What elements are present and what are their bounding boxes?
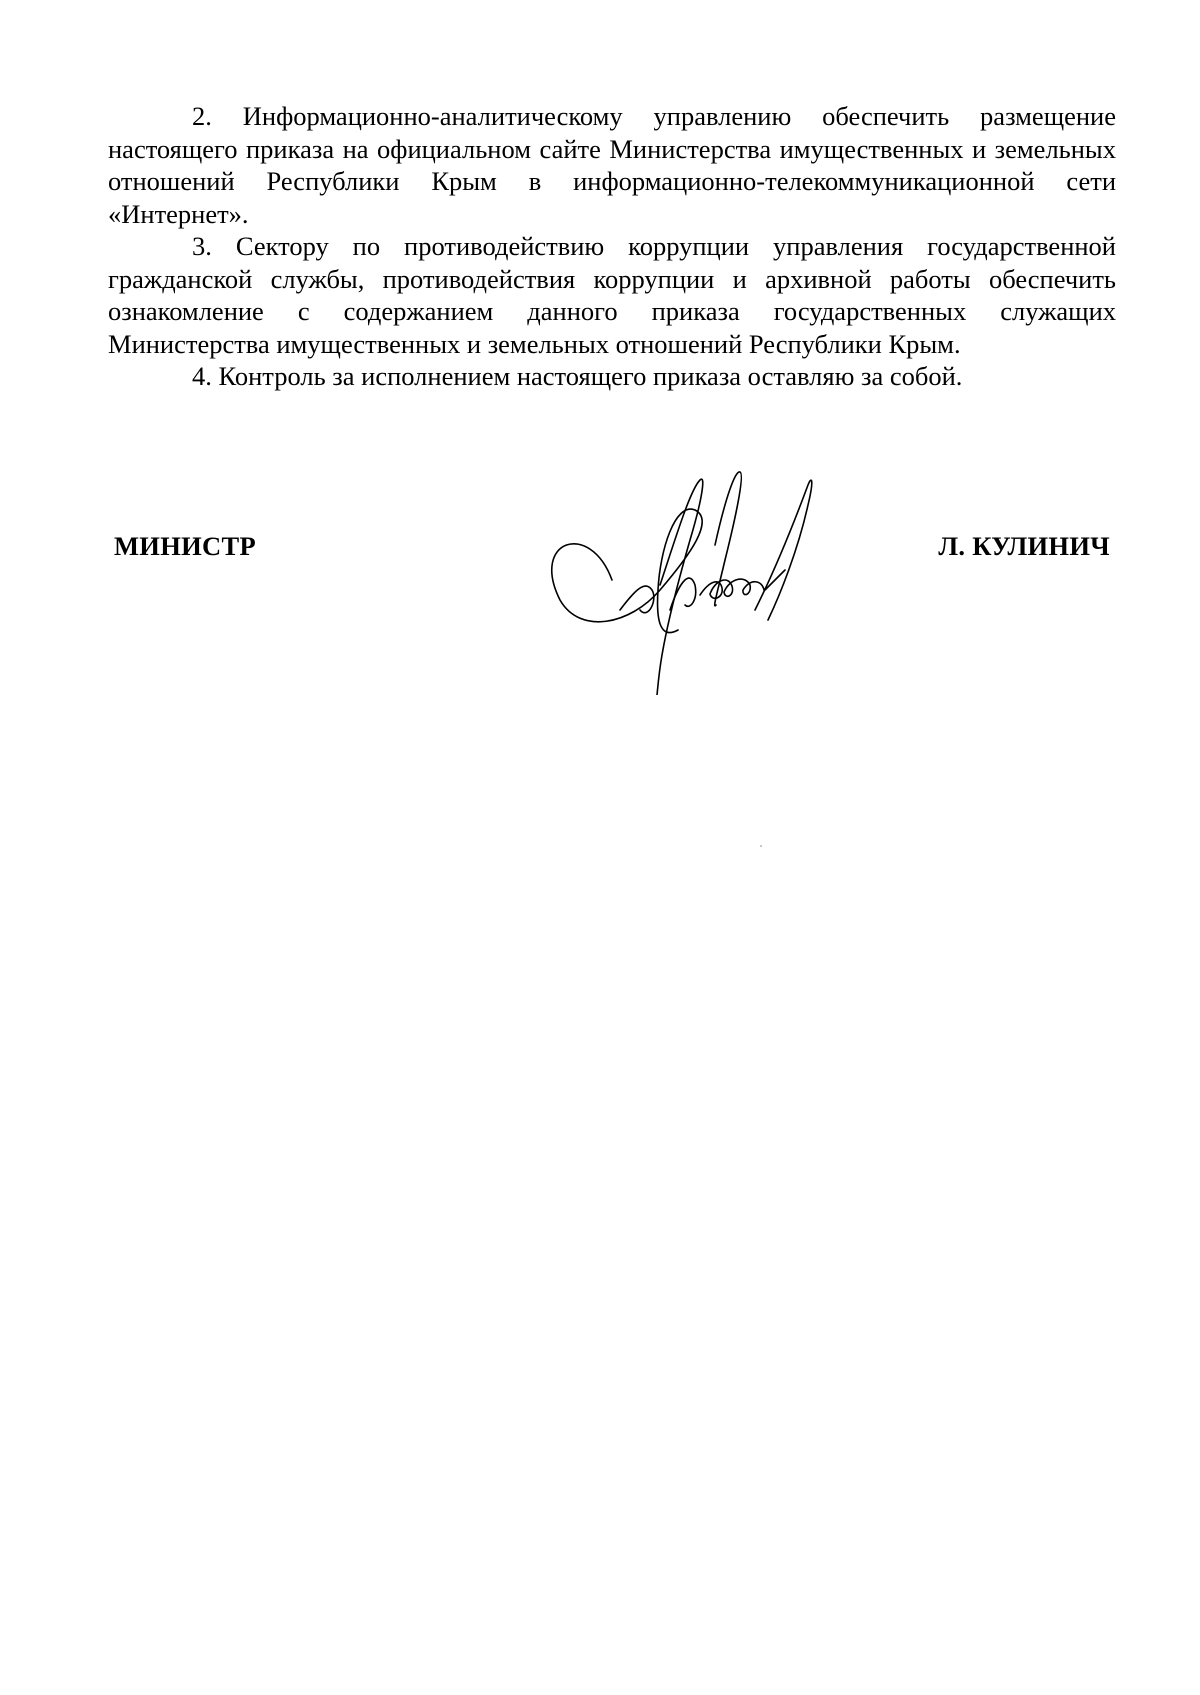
handwritten-signature [540,460,880,695]
paragraph-2: 2. Информационно-аналитическому управлению обеспечить размещение настоящего приказа на официальном сайте Министерства имущественных и земельных отношений Республики Крым в информационно-телекоммуникационной сети «Интернет». [108,101,1116,229]
paragraph-3: 3. Сектору по противодействию коррупции управления государственной гражданской службы, противодействия коррупции и архивной работы обеспечить ознакомление с содержанием данного приказа государственных служащих Министерства имущественных и земельных отношений Республики Крым. [108,231,1116,359]
scan-artifact-dot [760,845,762,847]
signatory-name: Л. КУЛИНИЧ [938,531,1110,561]
signatory-position: МИНИСТР [114,531,256,561]
order-body [108,100,1116,393]
paragraph-4: 4. Контроль за исполнением настоящего приказа оставляю за собой. [192,361,963,391]
